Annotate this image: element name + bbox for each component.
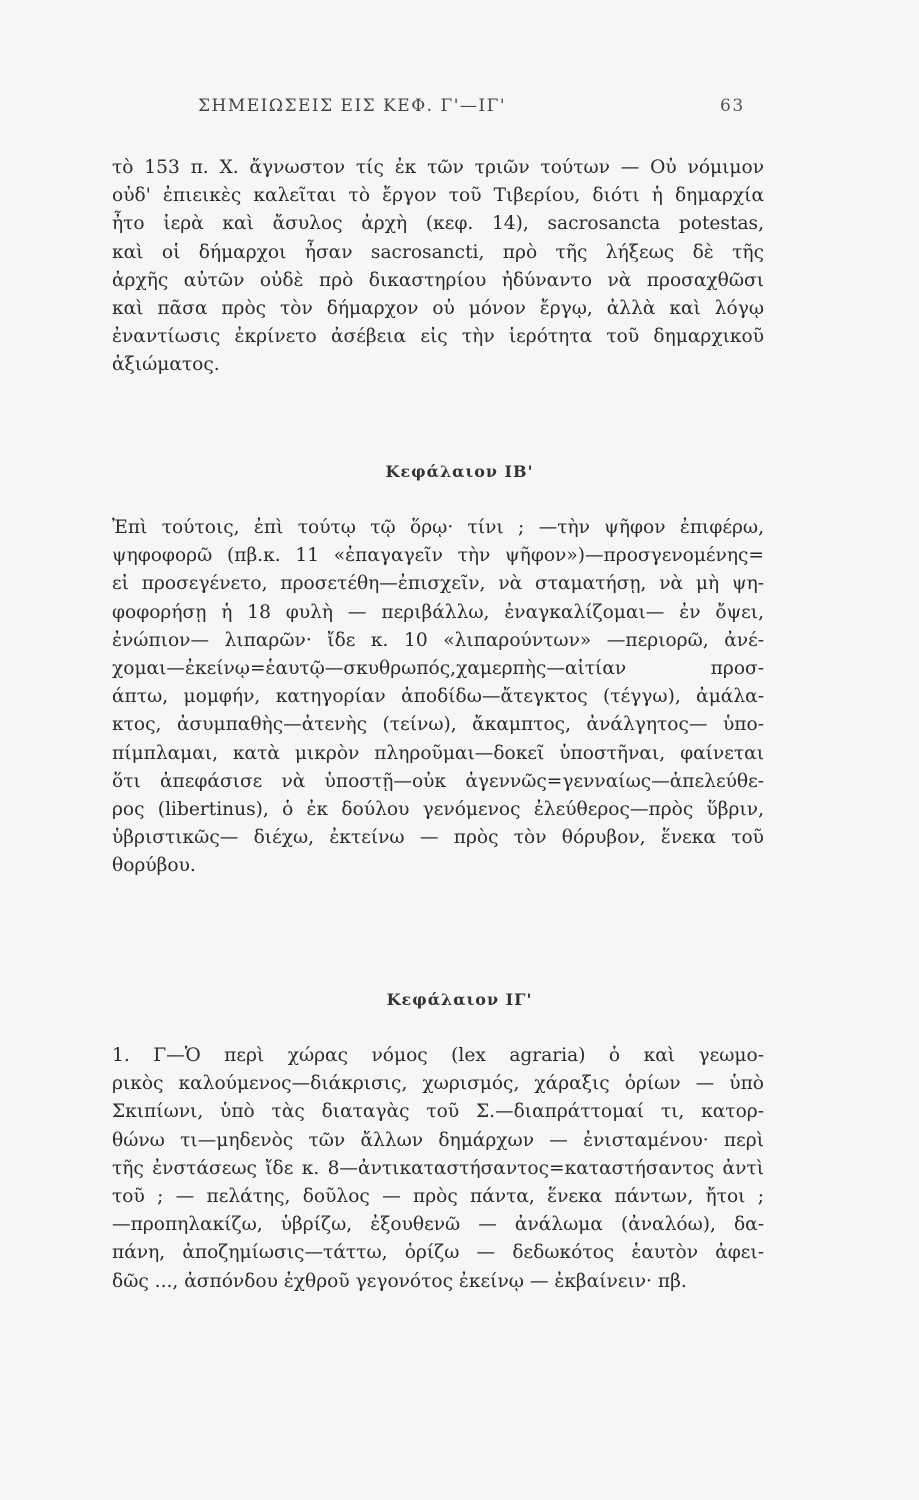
page-number: 63 [720,96,745,116]
text-line: ὅτι ἀπεφάσισε νὰ ὑποστῇ—οὐκ ἀγεννῶς=γενναίως—ἀπελεύθε- [112,770,764,792]
chapter-heading-12: Κεφάλαιον ΙΒ' [385,462,534,481]
text-line: ἦτο ἱερὰ καὶ ἄσυλος ἀρχὴ (κεφ. 14), sacrosancta potestas, [112,213,764,235]
text-line: χομαι—ἐκείνῳ=ἑαυτῷ—σκυθρωπός,χαμερπὴς—αἰτίαν προσ- [112,658,764,680]
running-head: ΣΗΜΕΙΩΣΕΙΣ ΕΙΣ ΚΕΦ. Γ'—ΙΓ' [198,96,507,116]
text-line: ρικὸς καλούμενος—διάκρισις, χωρισμός, χάραξις ὁρίων — ὑπὸ [112,1073,764,1095]
text-line: καὶ πᾶσα πρὸς τὸν δήμαρχον οὐ μόνον ἔργῳ, ἀλλὰ καὶ λόγῳ [112,298,764,320]
notes-block-chapter-13 [112,1042,764,1296]
text-line: τὸ 153 π. Χ. ἄγνωστον τίς ἐκ τῶν τριῶν τούτων — Οὐ νόμιμον [112,157,764,178]
text-line: εἰ προσεγένετο, προσετέθη—ἐπισχεῖν, νὰ σταματήσῃ, νὰ μὴ ψη- [112,573,764,595]
text-line: πάνη, ἀποζημίωσις—τάττω, ὁρίζω — δεδωκότος ἑαυτὸν ἀφει- [112,1242,764,1264]
text-line: Σκιπίωνι, ὑπὸ τὰς διαταγὰς τοῦ Σ.—διαπράττομαί τι, κατορ- [112,1101,764,1123]
text-line: ὑβριστικῶς— διέχω, ἐκτείνω — πρὸς τὸν θόρυβον, ἕνεκα τοῦ [112,827,764,849]
text-line: 1. Γ—Ὁ περὶ χώρας νόμος (lex agraria) ὁ καὶ γεωμο- [112,1045,764,1066]
text-line: θώνω τι—μηδενὸς τῶν ἄλλων δημάρχων — ἐνισταμένου· περὶ [112,1129,764,1151]
text-line: ἐνώπιον— λιπαρῶν· ἴδε κ. 10 «λιπαρούντων» —περιορῶ, ἀνέ- [112,629,764,651]
chapter-heading-13: Κεφάλαιον ΙΓ' [386,990,533,1009]
text-line: ἐναντίωσις ἐκρίνετο ἀσέβεια εἰς τὴν ἱερότητα τοῦ δημαρχικοῦ [112,326,764,348]
text-line: οὐδ' ἐπιεικὲς καλεῖται τὸ ἔργον τοῦ Τιβερίου, διότι ἡ δημαρχία [112,185,764,207]
page-header [0,96,919,126]
text-line: ρος (libertinus), ὁ ἐκ δούλου γενόμενος ἐλεύθερος—πρὸς ὕβριν, [112,799,764,821]
text-line: δῶς ..., ἀσπόνδου ἐχθροῦ γεγονότος ἐκείνῳ — ἐκβαίνειν· πβ. [112,1270,687,1292]
text-line: κτος, ἀσυμπαθὴς—ἀτενὴς (τείνω), ἄκαμπτος, ἀνάλγητος— ὑπο- [112,714,764,736]
text-line: φοφορήσῃ ἡ 18 φυλὴ — περιβάλλω, ἐναγκαλίζομαι— ἐν ὄψει, [112,601,764,623]
text-line: —προπηλακίζω, ὑβρίζω, ἐξουθενῶ — ἀνάλωμα (ἀναλόω), δα- [112,1214,764,1236]
text-line: άπτω, μομφήν, κατηγορίαν ἀποδίδω—ἄτεγκτος (τέγγω), ἀμάλα- [112,686,764,708]
text-line: θορύβου. [112,855,196,877]
notes-block-chapter-11 [112,154,764,380]
text-line: ἀξιώματος. [112,354,220,376]
text-line: πίμπλαμαι, κατὰ μικρὸν πληροῦμαι—δοκεῖ ὑποστῆναι, φαίνεται [112,742,764,764]
text-line: τοῦ ; — πελάτης, δοῦλος — πρὸς πάντα, ἕνεκα πάντων, ἤτοι ; [112,1186,764,1208]
text-line: ἀρχῆς αὐτῶν οὐδὲ πρὸ δικαστηρίου ἠδύναντο νὰ προσαχθῶσι [112,269,764,291]
text-line: ψηφοφορῶ (πβ.κ. 11 «ἐπαγαγεῖν τὴν ψῆφον»)—προσγενομένης= [112,545,764,567]
text-line: τῆς ἐνστάσεως ἴδε κ. 8—ἀντικαταστήσαντος=καταστήσαντος ἀντὶ [112,1157,764,1179]
text-line: καὶ οἱ δήμαρχοι ἦσαν sacrosancti, πρὸ τῆς λήξεως δὲ τῆς [112,241,764,263]
text-line: Ἐπὶ τούτοις, ἐπὶ τούτῳ τῷ ὅρῳ· τίνι ; —τὴν ψῆφον ἐπιφέρω, [112,517,764,538]
notes-block-chapter-12 [112,514,764,881]
